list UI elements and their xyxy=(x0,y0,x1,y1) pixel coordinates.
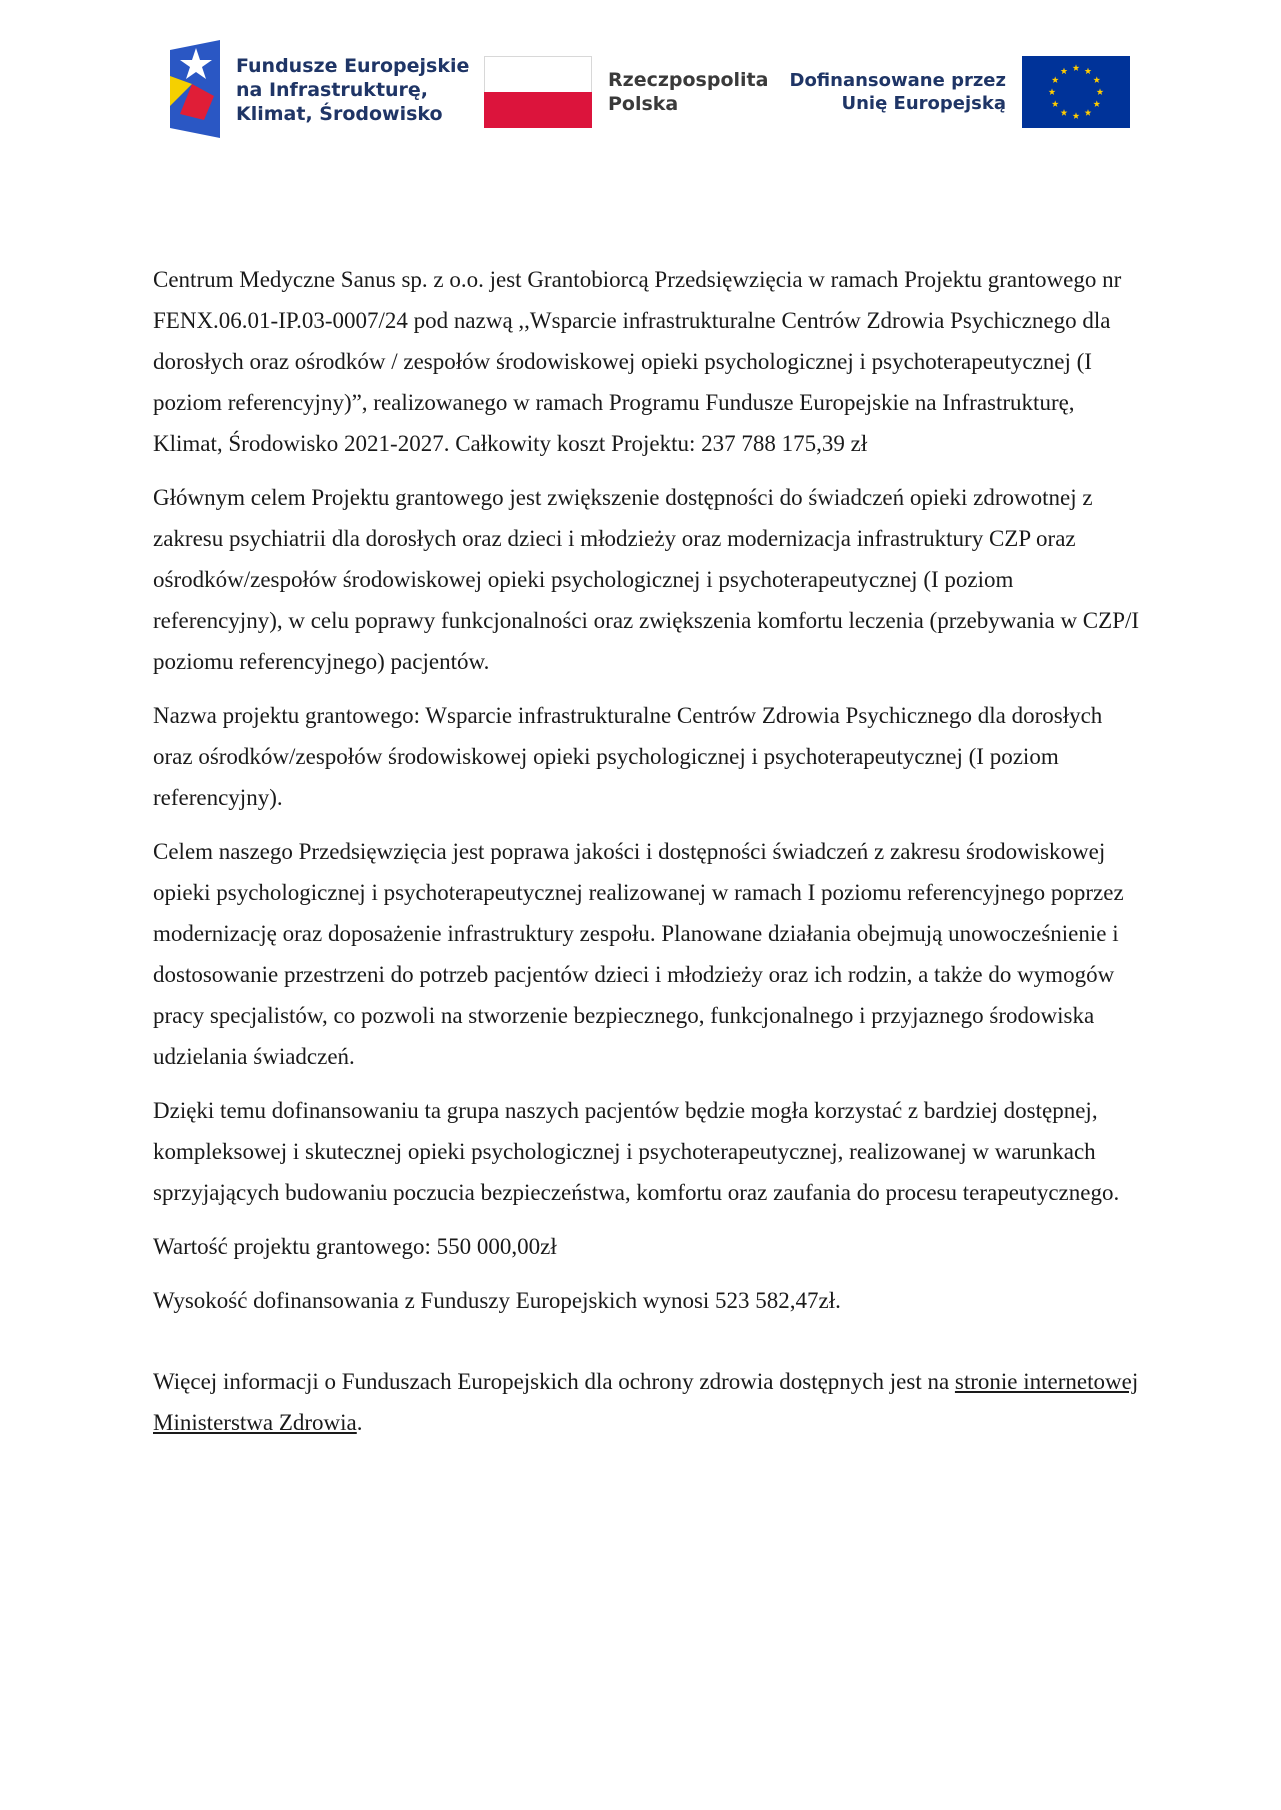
paragraph-funding-amount: Wysokość dofinansowania z Funduszy Europejskich wynosi 523 582,47zł. xyxy=(153,1288,841,1313)
polish-flag-icon xyxy=(484,56,592,128)
fe-logo-line-3: Klimat, Środowisko xyxy=(236,103,443,125)
eu-logo-text xyxy=(790,69,1007,115)
document-body xyxy=(153,259,1143,1456)
paragraph-project-value: Wartość projektu grantowego: 550 000,00zł xyxy=(153,1234,557,1259)
paragraph-benefits: Dzięki temu dofinansowaniu ta grupa naszych pacjentów będzie mogła korzystać z bardziej dostępnej, kompleksowej i skutecznej opieki psychologicznej i psychoterapeutycznej, realizowanej w warunkach sprzyjających budowaniu poczucia bezpieczeństwa, komfortu oraz zaufania do procesu terapeutycznego. xyxy=(153,1098,1120,1205)
eu-logo-line-1: Dofinansowane przez xyxy=(789,70,1006,91)
ministry-of-health-link[interactable]: stronie internetowej Ministerstwa Zdrowia xyxy=(153,1369,1139,1435)
paragraph-project-goal: Głównym celem Projektu grantowego jest zwiększenie dostępności do świadczeń opieki zdrowotnej z zakresu psychiatrii dla dorosłych oraz dzieci i młodzieży oraz modernizacja infrastruktury CZP oraz ośrodków/zespołów środowiskowej opieki psychologicznej i psychoterapeutycznej (I poziom referencyjny), w celu poprawy funkcjonalności oraz zwiększenia komfortu leczenia (przebywania w CZP/I poziomu referencyjnego) pacjentów. xyxy=(153,485,1140,674)
pl-logo-text xyxy=(608,68,768,116)
pl-logo-line-2: Polska xyxy=(608,93,679,115)
fe-logo-line-2: na Infrastrukturę, xyxy=(236,79,429,101)
logo-bar xyxy=(170,40,1130,150)
more-info-suffix: . xyxy=(356,1410,363,1435)
paragraph-intro: Centrum Medyczne Sanus sp. z o.o. jest Grantobiorcą Przedsięwzięcia w ramach Projektu grantowego nr FENX.06.01-IP.03-0007/24 pod nazwą ,,Wsparcie infrastrukturalne Centrów Zdrowia Psychicznego dla dorosłych oraz ośrodków / zespołów środowiskowej opieki psychologicznej i psychoterapeutycznej (I poziom referencyjny)”, realizowanego w ramach Programu Fundusze Europejskie na Infrastrukturę, Klimat, Środowisko 2021-2027. Całkowity koszt Projektu: 237 788 175,39 zł xyxy=(153,267,1122,456)
fe-star-mark-icon xyxy=(170,40,220,138)
paragraph-undertaking-goal: Celem naszego Przedsięwzięcia jest poprawa jakości i dostępności świadczeń z zakresu środowiskowej opieki psychologicznej i psychoterapeutycznej realizowanej w ramach I poziomu referencyjnego poprzez modernizację oraz doposażenie infrastruktury zespołu. Planowane działania obejmują unowocześnienie i dostosowanie przestrzeni do potrzeb pacjentów dzieci i młodzieży oraz ich rodzin, a także do wymogów pracy specjalistów, co pozwoli na stworzenie bezpiecznego, funkcjonalnego i przyjaznego środowiska udzielania świadczeń. xyxy=(153,839,1124,1069)
paragraph-more-info xyxy=(153,1361,1143,1443)
fe-logo-line-1: Fundusze Europejskie xyxy=(236,55,470,77)
unia-europejska-logo xyxy=(790,56,1130,128)
more-info-text: Więcej informacji o Funduszach Europejskich dla ochrony zdrowia dostępnych jest na xyxy=(153,1369,955,1394)
pl-logo-line-1: Rzeczpospolita xyxy=(608,69,769,91)
rzeczpospolita-polska-logo xyxy=(484,56,769,128)
eu-logo-line-2: Unię Europejską xyxy=(841,93,1006,114)
fundusze-europejskie-logo xyxy=(170,40,470,140)
eu-flag-icon xyxy=(1022,56,1130,128)
paragraph-project-name: Nazwa projektu grantowego: Wsparcie infrastrukturalne Centrów Zdrowia Psychicznego dla dorosłych oraz ośrodków/zespołów środowiskowej opieki psychologicznej i psychoterapeutycznej (I poziom referencyjny). xyxy=(153,703,1103,810)
fe-logo-text xyxy=(236,54,469,126)
